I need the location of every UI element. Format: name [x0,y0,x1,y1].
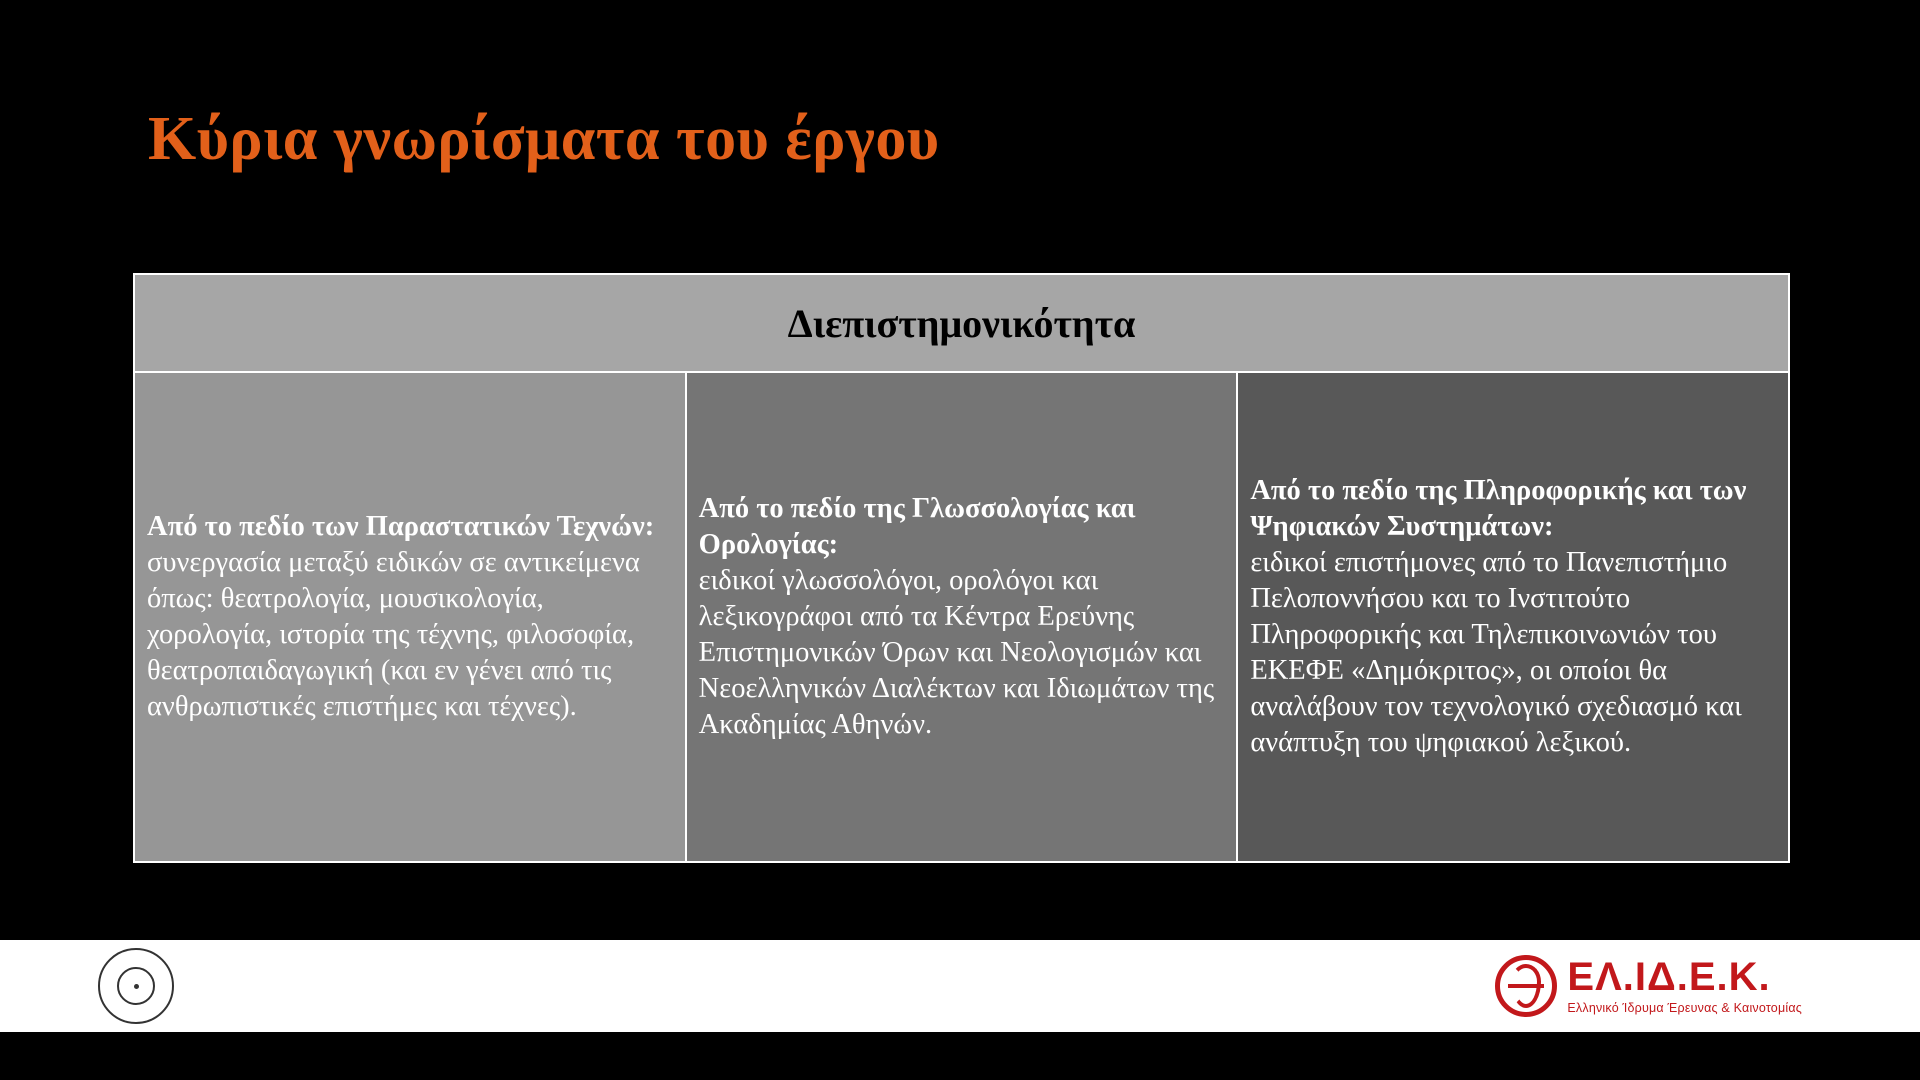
table-row [134,372,1789,862]
circular-seal-icon [98,948,174,1024]
elidek-title: ΕΛ.ΙΔ.Ε.Κ. [1567,955,1771,999]
table-cell-performing-arts [134,372,686,862]
circular-seal-dot [134,984,139,989]
content-table [133,273,1790,863]
cell-body-text: ειδικοί γλωσσολόγοι, ορολόγοι και λεξικογράφοι από τα Κέντρα Ερεύνης Επιστημονικών Όρων και Νεολογισμών και Νεοελληνικών Διαλέκτων και Ιδιωμάτων της Ακαδημίας Αθηνών. [698,565,1215,740]
elidek-subtitle: Ελληνικό Ίδρυμα Έρευνας & Καινοτομίας [1567,1001,1802,1015]
elidek-logo-text [1567,957,1802,1015]
table-cell-informatics [1237,372,1789,862]
elidek-swirl-icon [1495,955,1557,1017]
content-table-container [133,273,1790,863]
cell-body-text: ειδικοί επιστήμονες από το Πανεπιστήμιο Πελοποννήσου και το Ινστιτούτο Πληροφορικής και Τηλεπικοινωνιών του ΕΚΕΦΕ «Δημόκριτος», οι οποίοι θα αναλάβουν τον τεχνολογικό σχεδιασμό και ανάπτυξη του ψηφιακού λεξικού. [1250,547,1742,758]
table-header-row [134,274,1789,372]
circular-seal-inner-ring [117,967,155,1005]
elidek-logo [1495,946,1802,1026]
footer-bar [0,940,1920,1032]
cell-lead-label: Από το πεδίο των Παραστατικών Τεχνών: [147,511,655,543]
table-header-cell: Διεπιστημονικότητα [134,274,1789,372]
cell-lead-label: Από το πεδίο της Γλωσσολογίας και Ορολογίας: [698,493,1136,561]
table-cell-linguistics [686,372,1238,862]
cell-lead-label: Από το πεδίο της Πληροφορικής και των Ψηφιακών Συστημάτων: [1250,475,1747,543]
page-title: Κύρια γνωρίσματα του έργου [148,105,940,173]
cell-body-text: συνεργασία μεταξύ ειδικών σε αντικείμενα όπως: θεατρολογία, μουσικολογία, χορολογία, ιστορία της τέχνης, φιλοσοφία, θεατροπαιδαγωγική (και εν γένει από τις ανθρωπιστικές επιστήμες και τέχνες). [147,547,640,722]
